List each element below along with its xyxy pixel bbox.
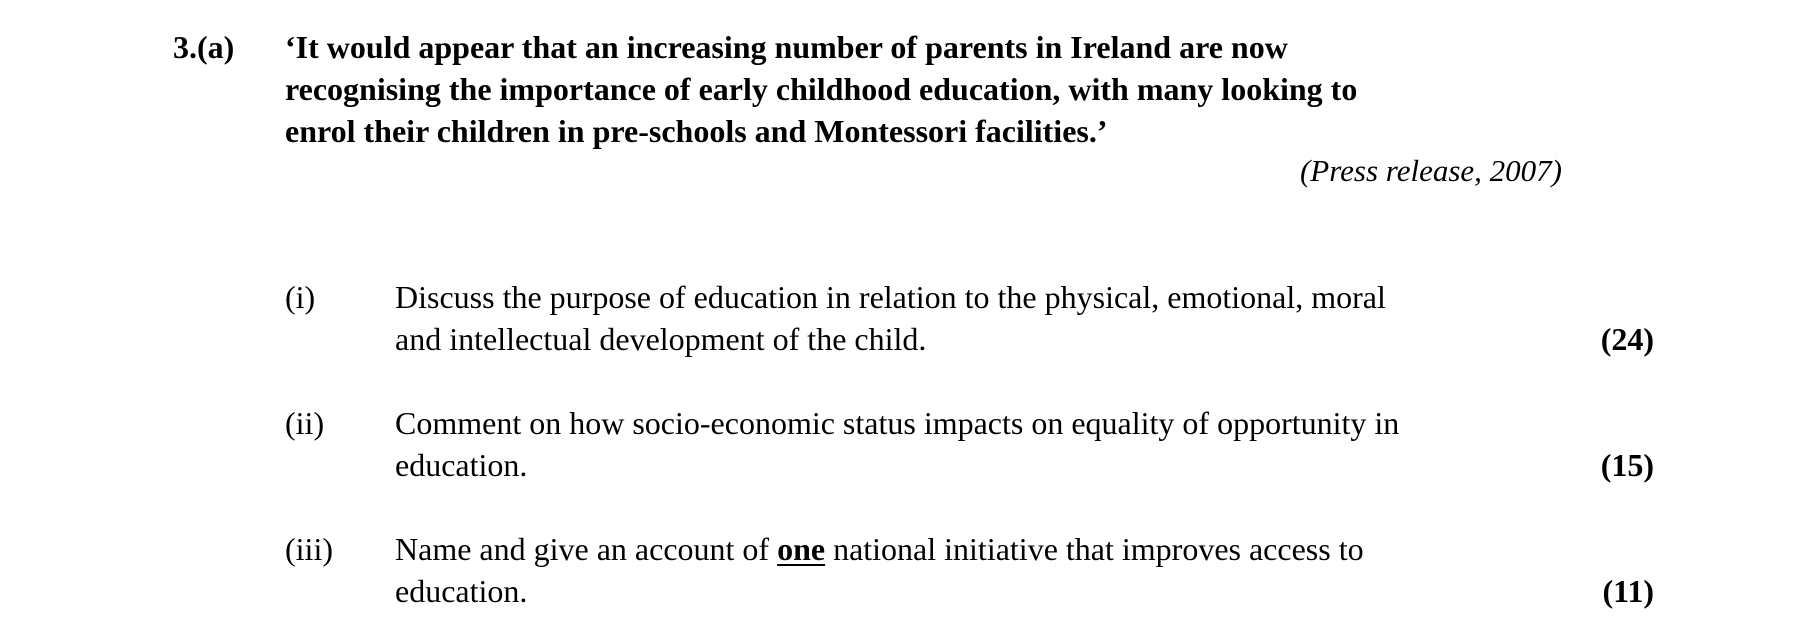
sub-question-line	[395, 528, 1364, 570]
question-number: 3.(a)	[173, 29, 235, 65]
sub-question-line: and intellectual development of the child.	[395, 321, 927, 357]
sub-question-text	[395, 528, 1364, 612]
question-quote	[285, 26, 1585, 152]
sub-question-line: education.	[395, 573, 528, 609]
quote-line: enrol their children in pre-schools and Montessori facilities.’	[285, 113, 1108, 149]
text-run: national initiative that improves access to	[825, 531, 1364, 567]
quote-line: ‘It would appear that an increasing number of parents in Ireland are now	[285, 29, 1288, 65]
sub-question-i	[0, 276, 1818, 366]
sub-question-marks: (11)	[1602, 573, 1654, 609]
sub-question-line: Comment on how socio-economic status impacts on equality of opportunity in	[395, 405, 1400, 441]
sub-question-text	[395, 402, 1399, 486]
sub-question-text	[395, 276, 1386, 360]
sub-question-marks: (15)	[1600, 447, 1654, 483]
sub-question-marks: (24)	[1600, 321, 1654, 357]
sub-question-line: Discuss the purpose of education in relation to the physical, emotional, moral	[395, 279, 1386, 315]
sub-question-label: (ii)	[285, 405, 325, 441]
sub-question-label: (iii)	[285, 531, 333, 567]
quote-line: recognising the importance of early childhood education, with many looking to	[285, 71, 1358, 107]
sub-question-iii	[0, 528, 1818, 618]
sub-question-ii	[0, 402, 1818, 492]
sub-question-label: (i)	[285, 279, 316, 315]
sub-question-line: education.	[395, 447, 528, 483]
quote-source: (Press release, 2007)	[1299, 153, 1562, 188]
emphasis-word: one	[777, 531, 826, 567]
text-run: Name and give an account of	[395, 531, 778, 567]
